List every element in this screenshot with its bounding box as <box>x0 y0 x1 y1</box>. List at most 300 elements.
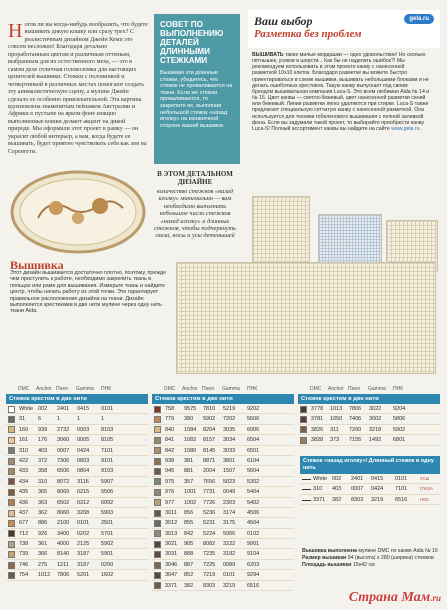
col-pnk: ПНК <box>247 386 258 392</box>
info-line-1: Вышивка выполнена мулине DMC по канве Aida № 16 <box>302 548 438 554</box>
table-row <box>152 508 294 518</box>
table-cell: 0101 <box>101 406 114 412</box>
table-cell: 5606 <box>247 416 260 423</box>
info-line-2: Размер вышивки 94 (высота) х 280 (ширина) стежков <box>302 555 434 561</box>
table-cell: 9001 <box>247 541 260 548</box>
embroidery-photo <box>176 262 436 374</box>
table-cell: 9204 <box>393 406 406 412</box>
table-cell: 9101 <box>101 457 114 464</box>
color-swatch <box>154 582 161 589</box>
table-cell: 3174 <box>223 509 236 516</box>
table-cell: 5902 <box>101 541 114 548</box>
table-cell: 3187 <box>77 551 90 558</box>
table-cell: 3828 <box>311 437 324 444</box>
table-cell: 976 <box>165 489 175 496</box>
rows-col1 <box>6 404 148 581</box>
tip-title: СОВЕТ ПО ВЫПОЛНЕНИЮ ДЕТАЛЕЙ ДЛИННЫМИ СТЕЖКАМИ <box>160 20 224 65</box>
table-row <box>6 518 148 528</box>
table-cell: 3781 <box>311 416 324 423</box>
table-cell: 779 <box>165 416 175 423</box>
table-cell: 5902 <box>393 426 406 433</box>
table-cell: 3801 <box>223 457 236 464</box>
table-cell: 1012 <box>38 572 51 579</box>
table-cell: 31 <box>19 416 26 423</box>
table-cell: 7810 <box>203 406 216 412</box>
color-swatch <box>154 468 161 475</box>
table-cell: 3222 <box>223 541 236 548</box>
table-header <box>298 382 440 394</box>
table-cell: 5907 <box>101 478 114 485</box>
table-cell: 939 <box>38 426 48 433</box>
color-swatch <box>8 572 15 579</box>
table-cell: 3208 <box>77 509 90 516</box>
table-cell: 4504 <box>247 520 260 527</box>
table-cell: 7202 <box>223 416 236 423</box>
table-cell: 433 <box>19 468 29 475</box>
section-backstitch: Стежок «назад иголку»/ Длинный стежок в одну нить <box>300 456 440 474</box>
table-cell: 436 <box>19 499 29 506</box>
table-cell: 7101 <box>101 447 114 454</box>
row-label: НОС <box>420 496 430 502</box>
promo-header <box>248 10 440 48</box>
table-cell: 4506 <box>247 509 260 516</box>
table-cell: 0200 <box>101 561 114 568</box>
table-cell: 1080 <box>184 447 197 454</box>
table-cell: 403 <box>332 486 342 493</box>
table-cell: 7806 <box>57 572 70 579</box>
table-cell: 842 <box>165 447 175 454</box>
promo-subtitle: Разметка без проблем <box>254 28 362 40</box>
table-row <box>6 414 148 424</box>
color-swatch <box>154 572 161 579</box>
table-row <box>6 539 148 549</box>
table-cell: 0424 <box>371 486 384 493</box>
table-row <box>152 560 294 570</box>
table-cell: 881 <box>184 468 194 475</box>
table-cell: 7155 <box>349 437 362 444</box>
color-swatch <box>154 416 161 423</box>
tip-box <box>154 14 240 164</box>
table-cell: 3182 <box>223 551 236 558</box>
table-row <box>6 529 148 539</box>
table-cell: 6516 <box>247 582 260 589</box>
promo-text: такие милые мордашки — одно удовольствие! Но сколько пятнышек, усиков и шерсти... Как бы не наделать ошибок?! Мы рекомендуем использовать в этом проекте канву с нанесенной разметкой 10х10 клеток. Благодаря разметке вы можете быстро ориентироваться в схеме вышивки, вышивать небольшими блоками и не делать ошибочных крестиков. Такую канву выпускает под своим брендом вышивальная компания Luca-S. Это всем любимая Aida № 14 и № 16. Цвет канвы — светло-бежевый, цвет нанесенной разметки синий или бежевый. Линии разметки легко удаляются при стирке. Luca-S также предлагает специальную сетчатую канву с нанесенной разметкой. Она используется для техники гобеленового вышивания с полной заливкой фона. Если вы задумали такой проект, то выбирайте приобрести канву Luca-S! Полный ассортимент канвы вы найдете на сайте <box>252 52 430 132</box>
table-cell: 5902 <box>203 416 216 423</box>
table-cell: 8103 <box>101 426 114 433</box>
table-row <box>300 484 440 494</box>
table-cell: 1084 <box>184 426 197 433</box>
table-cell: 1211 <box>57 561 69 568</box>
color-swatch <box>8 562 15 569</box>
table-cell: 434 <box>19 478 29 485</box>
color-swatch <box>300 416 307 423</box>
section-cross-stitch: Стежок крестом в две нити <box>152 394 294 404</box>
row-label: УСЫ <box>420 476 430 481</box>
table-row <box>152 404 294 414</box>
table-cell: 0804 <box>77 468 90 475</box>
table-cell: 738 <box>19 541 29 548</box>
table-cell: 7726 <box>203 499 216 506</box>
table-cell: 7200 <box>349 426 362 433</box>
table-cell: 0101 <box>223 572 236 579</box>
table-cell: White <box>19 406 34 412</box>
table-cell: 746 <box>19 561 29 568</box>
col-pna: Пнея <box>348 386 360 392</box>
table-cell: 3022 <box>369 406 382 412</box>
color-swatch <box>154 478 161 485</box>
table-cell: 0003 <box>77 426 90 433</box>
table-cell: 975 <box>165 478 175 485</box>
table-cell: 926 <box>38 530 48 537</box>
rows-col2 <box>152 404 294 591</box>
col-gamma: Gamma <box>368 386 386 392</box>
table-cell: 1050 <box>330 416 343 423</box>
color-swatch <box>154 541 161 548</box>
color-swatch <box>8 458 15 465</box>
table-cell: 0101 <box>395 476 408 482</box>
table-cell: 886 <box>38 520 48 527</box>
table-cell: 6 <box>38 416 42 423</box>
table-cell: 6203 <box>247 561 260 568</box>
table-row <box>298 404 440 414</box>
table-cell: 6104 <box>247 457 260 464</box>
table-cell: 3060 <box>57 437 70 444</box>
color-swatch <box>8 437 15 444</box>
table-cell: 841 <box>165 437 175 444</box>
table-cell: 5604 <box>247 468 260 475</box>
table-cell: 852 <box>184 572 194 579</box>
table-row <box>152 498 294 508</box>
table-row <box>6 477 148 487</box>
color-swatch <box>8 468 15 475</box>
table-cell: 7101 <box>395 486 408 493</box>
table-cell: 5806 <box>393 416 406 423</box>
col-dmc: DMC <box>18 386 30 392</box>
table-row <box>152 446 294 456</box>
table-cell: 365 <box>38 489 48 496</box>
color-swatch <box>8 416 15 423</box>
color-swatch <box>154 406 161 413</box>
table-header <box>6 382 148 394</box>
table-cell: 2501 <box>101 520 114 527</box>
table-cell: 363 <box>38 499 48 506</box>
watermark-logo: Страна Мам.ru <box>348 590 441 605</box>
table-cell: 6506 <box>57 468 70 475</box>
table-row <box>152 570 294 580</box>
table-cell: 3002 <box>369 416 382 423</box>
color-swatch <box>154 551 161 558</box>
table-cell: 8105 <box>101 437 114 444</box>
table-cell: 3187 <box>77 561 90 568</box>
table-cell: 9202 <box>247 406 260 412</box>
table-cell: 372 <box>38 457 48 464</box>
table-cell: 3219 <box>223 582 236 589</box>
col-dmc: DMC <box>310 386 322 392</box>
table-row <box>6 560 148 570</box>
table-cell: 0415 <box>371 476 384 482</box>
table-cell: 2732 <box>57 426 70 433</box>
table-cell: 2303 <box>223 499 236 506</box>
table-cell: 8871 <box>203 457 216 464</box>
table-cell: 002 <box>38 406 48 412</box>
table-cell: 1507 <box>223 468 236 475</box>
table-cell: 3371 <box>313 496 326 503</box>
color-swatch <box>154 562 161 569</box>
table-cell: 176 <box>38 437 48 444</box>
table-cell: 160 <box>19 426 29 433</box>
table-cell: 0005 <box>77 437 90 444</box>
table-row <box>300 474 440 484</box>
table-cell: 3011 <box>165 509 177 516</box>
color-swatch <box>8 489 15 496</box>
table-cell: 382 <box>184 582 194 589</box>
table-cell: 5231 <box>203 520 216 527</box>
table-cell: 310 <box>19 447 29 454</box>
table-row <box>152 549 294 559</box>
table-cell: 5506 <box>101 489 114 496</box>
table-cell: 7731 <box>203 489 216 496</box>
promo-site-link[interactable]: www.gela.ru. <box>391 125 421 132</box>
table-cell: 1013 <box>330 406 343 412</box>
col-dmc: DMC <box>164 386 176 392</box>
table-cell: 422 <box>19 457 29 464</box>
table-cell: 0803 <box>77 457 90 464</box>
table-row <box>6 508 148 518</box>
table-cell: 5066 <box>223 530 236 537</box>
section-cross-stitch: Стежок крестом в две нити <box>298 394 440 404</box>
table-cell: 1 <box>77 416 81 423</box>
table-cell: 7806 <box>349 406 362 412</box>
table-cell: 1002 <box>184 499 197 506</box>
table-cell: 888 <box>184 551 194 558</box>
table-cell: 0215 <box>77 489 90 496</box>
color-swatch <box>8 530 15 537</box>
project-info <box>302 548 442 569</box>
table-row <box>152 477 294 487</box>
table-row <box>152 529 294 539</box>
table-cell: 0007 <box>57 447 70 454</box>
table-cell: 3116 <box>77 478 89 485</box>
table-cell: 5404 <box>247 489 260 496</box>
table-cell: 6504 <box>247 437 260 444</box>
table-cell: 855 <box>184 520 194 527</box>
table-row <box>152 425 294 435</box>
table-row <box>6 456 148 466</box>
table-cell: 2100 <box>57 520 70 527</box>
color-swatch <box>154 426 161 433</box>
table-cell: 5219 <box>223 406 236 412</box>
table-cell: 2401 <box>351 476 364 482</box>
table-row <box>6 425 148 435</box>
table-cell: 2401 <box>57 406 70 412</box>
table-row <box>152 581 294 591</box>
col-pnk: ПНК <box>101 386 112 392</box>
table-cell: 2004 <box>203 468 216 475</box>
table-cell: 5201 <box>77 572 90 579</box>
table-cell: 1 <box>57 416 61 423</box>
table-cell: 3826 <box>311 426 324 433</box>
color-swatch <box>154 489 161 496</box>
col-gamma: Gamma <box>76 386 94 392</box>
table-row <box>298 435 440 445</box>
table-cell: 5236 <box>203 509 216 516</box>
table-cell: 6502 <box>57 499 70 506</box>
table-row <box>6 487 148 497</box>
promo-title: Ваш выбор <box>254 14 313 28</box>
table-cell: 1602 <box>101 572 114 579</box>
color-swatch <box>154 510 161 517</box>
thread-table-3 <box>298 382 440 446</box>
table-cell: 3034 <box>223 437 236 444</box>
table-row <box>6 446 148 456</box>
row-label: ГЛАЗА <box>420 486 433 492</box>
color-swatch <box>154 458 161 465</box>
table-cell: 403 <box>38 447 48 454</box>
table-cell: 887 <box>184 561 194 568</box>
table-cell: 0049 <box>223 489 236 496</box>
color-swatch <box>154 437 161 444</box>
caption-title: В ЭТОМ ДЕТАЛЬНОМ ДИЗАЙНЕ <box>157 170 233 186</box>
info-line-3: Площадь вышивки 15х42 см <box>302 562 375 568</box>
table-cell: 3035 <box>223 426 236 433</box>
table-cell: 366 <box>38 551 48 558</box>
color-swatch <box>300 406 307 413</box>
table-row <box>152 539 294 549</box>
color-swatch <box>8 426 15 433</box>
table-cell: 8072 <box>57 478 70 485</box>
table-cell: 3778 <box>311 406 324 412</box>
table-cell: 380 <box>184 416 194 423</box>
backstitch-box <box>300 456 440 505</box>
table-cell: 5701 <box>101 530 114 537</box>
table-cell: 1082 <box>184 437 197 444</box>
table-row <box>298 425 440 435</box>
table-cell: 161 <box>19 437 29 444</box>
table-cell: 310 <box>38 478 48 485</box>
table-row <box>152 487 294 497</box>
table-row <box>152 414 294 424</box>
caption-body: количество стежков «назад иголку» минимально — вам необходимо выполнить небольшое число стежков «назад иголку» и длинных стежков, чтобы подчеркнуть глаза, носы и усы детенышей <box>154 188 236 240</box>
table-cell: 8060 <box>57 509 70 516</box>
col-pnk: ПНК <box>393 386 404 392</box>
table-cell: 373 <box>330 437 340 444</box>
table-cell: 6002 <box>101 499 114 506</box>
table-cell: 840 <box>165 426 175 433</box>
table-row <box>300 495 440 505</box>
table-cell: 7406 <box>349 416 362 423</box>
table-cell: 362 <box>38 509 48 516</box>
table-cell: 6801 <box>393 437 406 444</box>
color-swatch <box>8 406 15 413</box>
table-cell: 5903 <box>101 509 114 516</box>
table-cell: White <box>313 476 328 482</box>
embroidery-body: Этот дизайн вышивается достаточно плотно, поэтому, прежде чем приступить к работе, необходимо закрепить ткань в пяльцах или раме для вышивания. Измерьте ткань и найдите центр, чтобы начать работу из этой точки. Это гарантирует правильное расположение дизайна на ткани. Дизайн выполняется крестиками в две нити мулине через одну нить ткани Aida. <box>10 270 167 315</box>
table-row <box>152 456 294 466</box>
line-swatch <box>302 479 311 480</box>
table-cell: 8069 <box>57 489 70 496</box>
table-cell: 8303 <box>351 496 364 503</box>
table-cell: 1 <box>101 416 105 423</box>
table-cell: 8145 <box>203 447 216 454</box>
table-cell: 1492 <box>369 437 382 444</box>
table-cell: 842 <box>184 530 194 537</box>
drop-cap: Н <box>8 20 23 42</box>
table-cell: 5224 <box>203 530 216 537</box>
table-cell: 7306 <box>57 457 70 464</box>
table-cell: 3013 <box>165 530 178 537</box>
table-row <box>6 404 148 414</box>
table-cell: 435 <box>19 489 29 496</box>
table-cell: 9103 <box>101 468 114 475</box>
table-cell: 8082 <box>203 541 216 548</box>
color-swatch <box>8 447 15 454</box>
table-row <box>6 435 148 445</box>
hoop-illustration <box>8 168 148 256</box>
table-cell: 3031 <box>165 551 178 558</box>
table-cell: 0007 <box>351 486 364 493</box>
color-swatch <box>154 530 161 537</box>
table-cell: 9294 <box>247 572 260 579</box>
table-row <box>6 466 148 476</box>
col-pna: Пнея <box>202 386 214 392</box>
table-cell: 856 <box>184 509 194 516</box>
table-cell: 275 <box>38 561 48 568</box>
table-cell: 9575 <box>184 406 197 412</box>
table-cell: 3218 <box>369 426 382 433</box>
col-anchor: Anchor <box>182 386 198 392</box>
table-cell: 3046 <box>165 561 178 568</box>
color-swatch <box>8 520 15 527</box>
table-row <box>6 549 148 559</box>
table-row <box>152 466 294 476</box>
table-cell: 437 <box>19 509 29 516</box>
line-swatch <box>302 489 311 490</box>
color-swatch <box>8 499 15 506</box>
table-cell: 8303 <box>203 582 216 589</box>
table-cell: 8157 <box>203 437 216 444</box>
gela-logo: gela.ru <box>404 14 434 24</box>
table-cell: 7235 <box>203 551 216 558</box>
tip-body: Вышивая эти длинные стежки, убедитесь, что стежок не проваливается на ткани. Если же стежки проваливаются, то закрепите их, выполнив небольшой стежок «назад иголку» на изнаночной стороне вашей вышивки. <box>160 70 233 129</box>
table-cell: 3400 <box>57 530 70 537</box>
table-cell: 6006 <box>247 426 260 433</box>
promo-lead: ВЫШИВАТЬ <box>252 52 284 58</box>
table-cell: 358 <box>38 468 48 475</box>
table-cell: 357 <box>184 478 194 485</box>
table-cell: 5901 <box>101 551 114 558</box>
table-cell: 361 <box>38 541 48 548</box>
table-cell: 0089 <box>223 561 236 568</box>
col-anchor: Anchor <box>328 386 344 392</box>
table-cell: 0415 <box>77 406 90 412</box>
color-swatch <box>154 447 161 454</box>
table-cell: 0101 <box>77 520 90 527</box>
table-cell: 739 <box>19 551 29 558</box>
table-cell: 977 <box>165 499 175 506</box>
table-cell: 6501 <box>247 447 260 454</box>
rows-back <box>300 474 440 505</box>
color-swatch <box>154 499 161 506</box>
table-cell: 5302 <box>247 478 260 485</box>
col-anchor: Anchor <box>36 386 52 392</box>
design-caption <box>150 170 240 240</box>
table-cell: 1001 <box>184 489 197 496</box>
embroidery-title: Вышивка <box>10 258 64 272</box>
intro-paragraph: огли ли вы когда-нибудь вообразить, что будете вышивать дикую кошку или сразу трех? С реалистичным дизайном Джейн Кемп это совсем несложно! Благодаря детально проработанным цветам и различным оттенкам, выбранным для их естественного меха, — это в самом деле отличная головоломка для настоящих ценителей вышивки. Стежки с половинкой и четвертинкой в различных местах помогают создать эту анималистическую сцену, а мулине Джейн сделало ее особенно привлекательной. Эта картина вдохновлена знаменитым пейзажем Австралии и Африки в пустыне на ярком фоне изящно выполненные кошки делают акцент на дикой природе. Мы оформили этот проект в рамку — он украсит любой интерьер, а вам, когда будете ее вышивать, будет приятно чувствовать себя как лев на Серенгети. <box>8 22 148 155</box>
table-cell: 3371 <box>165 582 178 589</box>
table-row <box>6 570 148 580</box>
table-cell: 0424 <box>77 447 90 454</box>
